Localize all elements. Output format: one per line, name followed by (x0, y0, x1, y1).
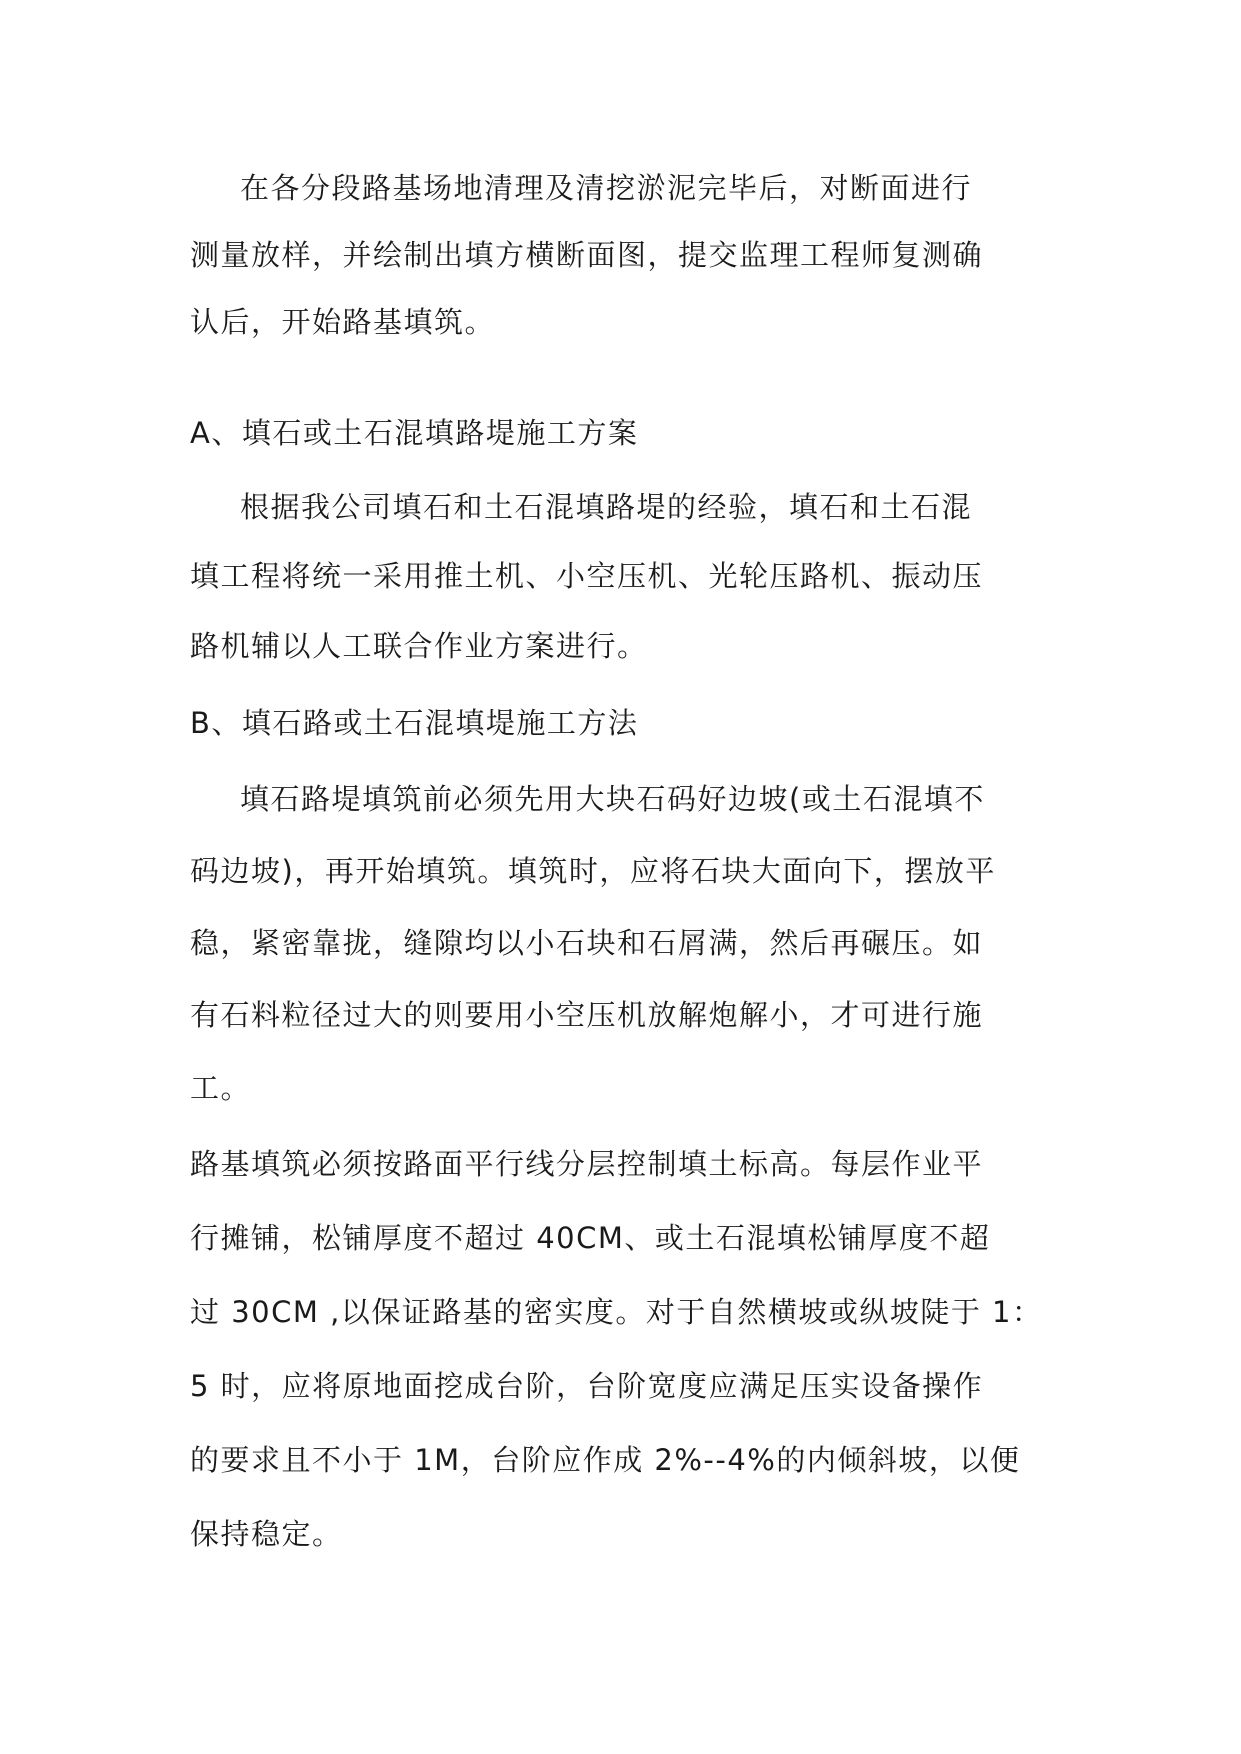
paragraph-3-line-1: 填石路堤填筑前必须先用大块石码好边坡(或土石混填不 (240, 782, 985, 816)
paragraph-2-line-2: 填工程将统一采用推土机、小空压机、光轮压路机、振动压 (190, 559, 984, 593)
heading-b: B、填石路或土石混填堤施工方法 (190, 706, 639, 740)
paragraph-1-line-1: 在各分段路基场地清理及清挖淤泥完毕后，对断面进行 (240, 171, 973, 205)
paragraph-3-line-3: 稳，紧密靠拢，缝隙均以小石块和石屑满，然后再碾压。如 (190, 926, 984, 960)
paragraph-3-line-5: 工。 (190, 1071, 252, 1105)
paragraph-4-line-2: 行摊铺，松铺厚度不超过 40CM、或土石混填松铺厚度不超 (190, 1221, 991, 1255)
paragraph-4-line-1: 路基填筑必须按路面平行线分层控制填土标高。每层作业平 (190, 1147, 984, 1181)
paragraph-1-line-2: 测量放样，并绘制出填方横断面图，提交监理工程师复测确 (190, 238, 984, 272)
heading-a: A、填石或土石混填路堤施工方案 (190, 416, 639, 450)
paragraph-3-line-2: 码边坡)，再开始填筑。填筑时，应将石块大面向下，摆放平 (190, 854, 996, 888)
paragraph-3-line-4: 有石料粒径过大的则要用小空压机放解炮解小，才可进行施 (190, 998, 984, 1032)
paragraph-1-line-3: 认后，开始路基填筑。 (190, 305, 496, 339)
paragraph-4-line-6: 保持稳定。 (190, 1517, 343, 1551)
paragraph-2-line-3: 路机辅以人工联合作业方案进行。 (190, 629, 648, 663)
paragraph-4-line-3: 过 30CM ,以保证路基的密实度。对于自然横坡或纵坡陡于 1： (190, 1295, 1043, 1329)
paragraph-4-line-5: 的要求且不小于 1M，台阶应作成 2%--4%的内倾斜坡，以便 (190, 1443, 1021, 1477)
paragraph-2-line-1: 根据我公司填石和土石混填路堤的经验，填石和土石混 (240, 490, 973, 524)
paragraph-4-line-4: 5 时，应将原地面挖成台阶，台阶宽度应满足压实设备操作 (190, 1369, 984, 1403)
